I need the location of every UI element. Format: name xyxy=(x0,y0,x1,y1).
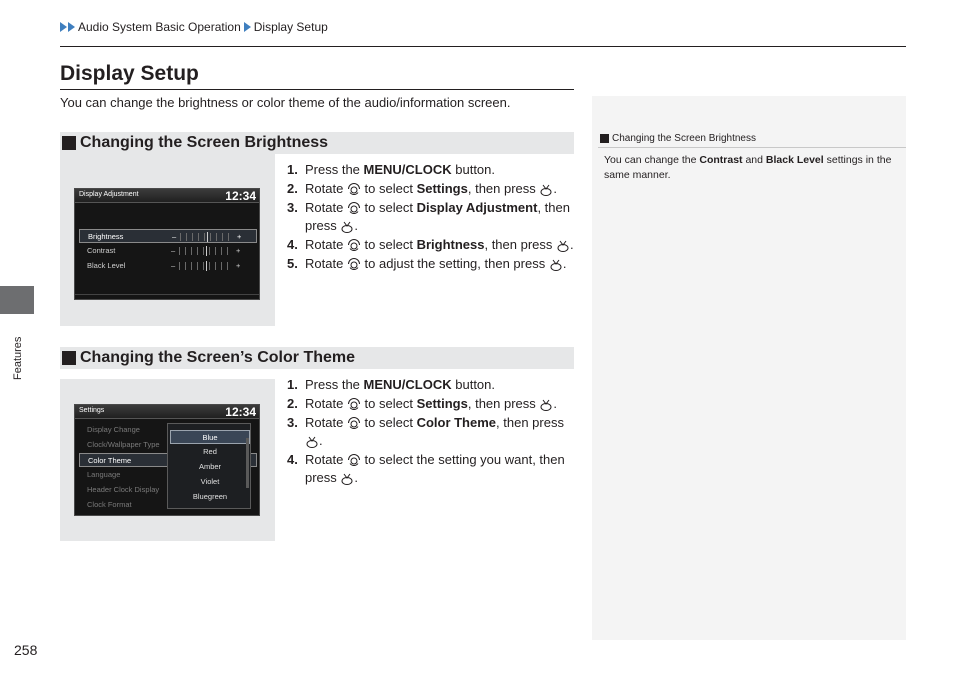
step-text: to select xyxy=(360,200,417,215)
plus-icon: + xyxy=(236,261,241,270)
row-label: Contrast xyxy=(87,246,116,255)
screen-header xyxy=(75,405,259,419)
minus-icon: – xyxy=(171,246,176,255)
press-knob-icon xyxy=(340,220,354,234)
reference-mark-icon xyxy=(600,134,609,143)
rotate-dial-icon xyxy=(347,398,361,412)
breadcrumb-arrow-icon xyxy=(60,22,67,32)
step-item: 4. Rotate to select the setting you want, then press . xyxy=(287,452,565,485)
screen-clock: 12:34 xyxy=(225,189,256,203)
settings-row-selected: Color Theme xyxy=(79,453,257,467)
settings-row: Clock Format xyxy=(87,500,132,509)
minus-icon: – xyxy=(171,261,176,270)
note-heading xyxy=(600,133,756,144)
step-number: 3. xyxy=(287,200,298,215)
steps-color-theme xyxy=(287,376,577,488)
step-item: 2. Rotate to select Settings, then press . xyxy=(287,181,558,196)
popup-option: Violet xyxy=(200,477,220,486)
step-item: 2. Rotate to select Settings, then press . xyxy=(287,396,558,411)
step-text: to select xyxy=(360,396,417,411)
screen-display-adjustment xyxy=(74,188,260,300)
step-number: 2. xyxy=(287,396,298,411)
step-text: , then press xyxy=(484,237,557,252)
step-bold: Settings xyxy=(416,396,468,411)
level-scale xyxy=(179,247,233,255)
step-bold: Brightness xyxy=(416,237,485,252)
settings-row: Clock/Wallpaper Type xyxy=(87,440,160,449)
step-text: Press the xyxy=(305,377,364,392)
row-label: Brightness xyxy=(88,232,124,241)
step-number: 1. xyxy=(287,377,298,392)
step-number: 5. xyxy=(287,256,298,271)
breadcrumb-link-display-setup[interactable]: Display Setup xyxy=(253,20,328,34)
step-item: 3. Rotate to select Display Adjustment, then press . xyxy=(287,200,570,233)
settings-row: Language xyxy=(87,470,121,479)
section-header-color-theme xyxy=(60,347,574,369)
popup-option: Bluegreen xyxy=(192,492,228,501)
step-bold: Display Adjustment xyxy=(416,200,538,215)
step-text: to select xyxy=(360,237,417,252)
note-text-part: and xyxy=(742,154,766,166)
popup-option-selected: Blue xyxy=(170,430,250,444)
step-number: 2. xyxy=(287,181,298,196)
step-number: 4. xyxy=(287,452,298,467)
press-knob-icon xyxy=(305,435,319,449)
press-knob-icon xyxy=(340,472,354,486)
chapter-label: Features xyxy=(12,336,24,380)
screen-settings xyxy=(74,404,260,516)
step-text: Rotate xyxy=(305,415,347,430)
step-text: to adjust the setting, then press xyxy=(360,256,549,271)
breadcrumb-arrow-icon xyxy=(68,22,75,32)
step-text: Rotate xyxy=(305,181,347,196)
step-text: , then press xyxy=(496,415,564,430)
steps-brightness xyxy=(287,161,577,274)
screen-row-contrast xyxy=(79,244,257,258)
step-bold: Settings xyxy=(416,181,468,196)
note-bold-black-level: Black Level xyxy=(765,154,824,166)
step-text: button. xyxy=(451,162,496,177)
note-text xyxy=(604,153,900,183)
note-heading-text: Changing the Screen Brightness xyxy=(612,133,756,144)
step-text: , then press xyxy=(305,200,570,233)
level-scale xyxy=(179,262,233,270)
minus-icon: – xyxy=(172,232,177,241)
note-bold-contrast: Contrast xyxy=(699,154,743,166)
section-title-color-theme: Changing the Screen’s Color Theme xyxy=(80,349,356,366)
step-text: to select xyxy=(360,181,417,196)
rotate-dial-icon xyxy=(347,417,361,431)
step-item: 5. Rotate to adjust the setting, then press . xyxy=(287,256,567,271)
rotate-dial-icon xyxy=(347,202,361,216)
press-knob-icon xyxy=(549,258,563,272)
screen-row-brightness xyxy=(79,229,257,243)
press-knob-icon xyxy=(539,183,553,197)
screen-header xyxy=(75,189,259,203)
plus-icon: + xyxy=(236,246,241,255)
breadcrumb-arrow-icon xyxy=(244,22,251,32)
page-number: 258 xyxy=(14,642,38,658)
step-text: Rotate xyxy=(305,237,347,252)
rotate-dial-icon xyxy=(347,183,361,197)
screen-clock: 12:34 xyxy=(225,405,256,419)
section-square-icon xyxy=(62,351,76,365)
header-rule xyxy=(60,46,906,47)
rotate-dial-icon xyxy=(347,454,361,468)
press-knob-icon xyxy=(539,398,553,412)
step-number: 1. xyxy=(287,162,298,177)
step-text: button. xyxy=(451,377,496,392)
breadcrumb-link-audio[interactable]: Audio System Basic Operation xyxy=(78,20,241,34)
page-title: Display Setup xyxy=(60,62,199,85)
screen-title: Settings xyxy=(79,407,105,414)
chapter-tab xyxy=(0,286,34,314)
press-knob-icon xyxy=(556,239,570,253)
step-text: , then press xyxy=(467,396,540,411)
note-text-part: You can change the xyxy=(604,154,700,166)
note-text-part: settings in the same manner. xyxy=(604,154,892,181)
screen-row-black-level xyxy=(79,259,257,273)
row-label: Black Level xyxy=(87,261,126,270)
rotate-dial-icon xyxy=(347,258,361,272)
screen-title: Display Adjustment xyxy=(79,191,139,198)
plus-icon: + xyxy=(237,232,242,241)
step-text: Rotate xyxy=(305,200,347,215)
title-rule xyxy=(60,89,574,90)
section-title-brightness: Changing the Screen Brightness xyxy=(80,134,329,151)
step-bold: MENU/CLOCK xyxy=(363,377,452,392)
step-text: to select the setting you want, then press xyxy=(305,452,565,485)
popup-scrollbar xyxy=(246,438,249,488)
popup-option: Red xyxy=(203,447,217,456)
color-theme-popup xyxy=(167,423,251,509)
step-bold: MENU/CLOCK xyxy=(363,162,452,177)
step-text: Rotate xyxy=(305,396,347,411)
settings-row: Header Clock Display xyxy=(87,485,160,494)
settings-row: Display Change xyxy=(87,425,140,434)
screen-footer-line xyxy=(75,294,259,295)
step-text: Press the xyxy=(305,162,364,177)
step-item xyxy=(287,161,577,179)
breadcrumb xyxy=(60,20,328,34)
popup-option: Amber xyxy=(198,462,222,471)
section-square-icon xyxy=(62,136,76,150)
step-text: to select xyxy=(360,415,417,430)
intro-text: You can change the brightness or color theme of the audio/information screen. xyxy=(60,95,511,110)
step-item xyxy=(287,376,577,394)
section-header-brightness xyxy=(60,132,574,154)
step-bold: Color Theme xyxy=(416,415,497,430)
step-item: 3. Rotate to select Color Theme, then press . xyxy=(287,415,564,448)
rotate-dial-icon xyxy=(347,239,361,253)
step-text: Rotate xyxy=(305,452,347,467)
step-number: 3. xyxy=(287,415,298,430)
note-rule xyxy=(598,147,906,148)
step-text: Rotate xyxy=(305,256,347,271)
step-item: 4. Rotate to select Brightness, then press . xyxy=(287,237,574,252)
step-number: 4. xyxy=(287,237,298,252)
level-scale xyxy=(180,233,234,241)
step-text: , then press xyxy=(467,181,540,196)
